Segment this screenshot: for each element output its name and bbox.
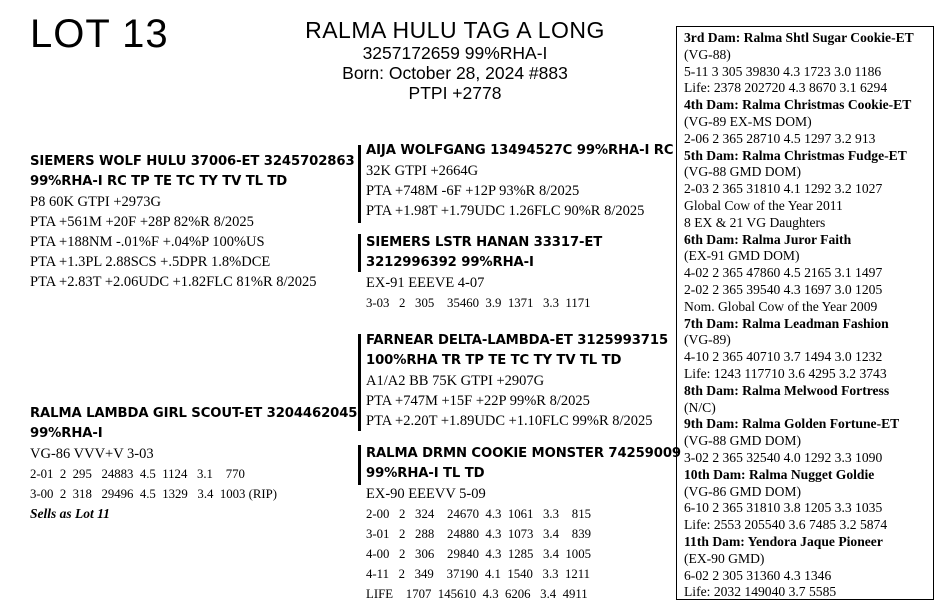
dam-record: 3-00 2 318 29496 4.5 1329 3.4 1003 (RIP) [30, 487, 278, 501]
sires-dam-classification: EX-91 EEEVE 4-07 [366, 275, 485, 291]
sire-line: PTA +188NM -.01%F +.04%P 100%US [30, 234, 265, 250]
dam-5th-line: 2-03 2 365 31810 4.1 1292 3.2 1027 [684, 181, 883, 197]
dams-sire-line: PTA +2.20T +1.89UDC +1.10FLC 99%R 8/2025 [366, 413, 653, 429]
dam-4th-line: 2-06 2 365 28710 4.5 1297 3.2 913 [684, 130, 876, 146]
sire-line: PTA +2.83T +2.06UDC +1.82FLC 81%R 8/2025 [30, 274, 317, 290]
animal-name: RALMA HULU TAG A LONG [305, 17, 605, 43]
dam-11th-line: (EX-90 GMD) [684, 550, 765, 566]
dam-6th-line: 4-02 2 365 47860 4.5 2165 3.1 1497 [684, 265, 883, 281]
dam-9th-line: 3-02 2 365 32540 4.0 1292 3.3 1090 [684, 449, 883, 465]
sire-block [30, 152, 355, 292]
dam-7th-head: 7th Dam: Ralma Leadman Fashion [684, 315, 889, 331]
dam-5th-line: 8 EX & 21 VG Daughters [684, 214, 826, 230]
dam-6th-line: Nom. Global Cow of the Year 2009 [684, 298, 878, 314]
dam-5th-line: (VG-88 GMD DOM) [684, 164, 802, 180]
sires-sire-line: PTA +1.98T +1.79UDC 1.26FLC 90%R 8/2025 [366, 203, 645, 219]
dam-classification: VG-86 VVV+V 3-03 [30, 446, 154, 462]
dam-10th-line: 6-10 2 365 31810 3.8 1205 3.3 1035 [684, 500, 883, 516]
dam-11th-head: 11th Dam: Yendora Jaque Pioneer [684, 533, 883, 549]
dam-8th-head: 8th Dam: Ralma Melwood Fortress [684, 382, 890, 398]
dam-10th-line: Life: 2553 205540 3.6 7485 3.2 5874 [684, 517, 888, 533]
sires-sire-line: PTA +748M -6F +12P 93%R 8/2025 [366, 183, 580, 199]
dam-5th-head: 5th Dam: Ralma Christmas Fudge-ET [684, 147, 907, 163]
dam-name: RALMA LAMBDA GIRL SCOUT-ET 3204462045 [30, 406, 358, 421]
dams-dam-record: 4-11 2 349 37190 4.1 1540 3.3 1211 [366, 567, 591, 581]
dam-3rd-line: (VG-88) [684, 46, 731, 62]
dams-sire-line: A1/A2 BB 75K GTPI +2907G [366, 373, 545, 389]
sires-dam-registration: 3212996392 99%RHA-I [366, 255, 534, 270]
dams-dam-record: LIFE 1707 145610 4.3 6206 3.4 4911 [366, 587, 588, 601]
dams-sire-block [366, 331, 668, 431]
dam-11th-line: Life: 2032 149040 3.7 5585 [684, 584, 837, 600]
dam-registration: 99%RHA-I [30, 426, 103, 441]
pedigree-bar-sire-sire [358, 145, 361, 223]
dam-9th-line: (VG-88 GMD DOM) [684, 433, 802, 449]
sires-sire-block [366, 141, 673, 221]
pedigree-bar-sire-dam [358, 234, 361, 272]
animal-birth-date: Born: October 28, 2024 #883 [342, 63, 568, 83]
dams-sire-registration: 100%RHA TR TP TE TC TY TV TL TD [366, 353, 622, 368]
sires-sire-line: 32K GTPI +2664G [366, 163, 479, 179]
dams-dam-record: 3-01 2 288 24880 4.3 1073 3.4 839 [366, 527, 592, 541]
sires-sire-name: AIJA WOLFGANG 13494527C 99%RHA-I RC [366, 143, 674, 158]
dam-7th-line: 4-10 2 365 40710 3.7 1494 3.0 1232 [684, 349, 883, 365]
dam-6th-line: (EX-91 GMD DOM) [684, 248, 800, 264]
dam-sells-note: Sells as Lot 11 [30, 506, 110, 521]
dams-dam-classification: EX-90 EEEVV 5-09 [366, 486, 486, 502]
dam-11th-line: 6-02 2 305 31360 4.3 1346 [684, 567, 832, 583]
dams-dam-record: 4-00 2 306 29840 4.3 1285 3.4 1005 [366, 547, 592, 561]
dam-4th-line: (VG-89 EX-MS DOM) [684, 113, 812, 129]
pedigree-bar-dam-sire [358, 334, 361, 431]
sire-name: SIEMERS WOLF HULU 37006-ET 3245702863 [30, 154, 355, 169]
sire-line: P8 60K GTPI +2973G [30, 194, 162, 210]
dam-lineage-box [676, 26, 934, 600]
dam-7th-line: Life: 1243 117710 3.6 4295 3.2 3743 [684, 365, 887, 381]
sire-line: PTA +561M +20F +28P 82%R 8/2025 [30, 214, 254, 230]
dams-sire-name: FARNEAR DELTA-LAMBDA-ET 3125993715 [366, 333, 669, 348]
sires-dam-record: 3-03 2 305 35460 3.9 1371 3.3 1171 [366, 296, 591, 310]
dam-10th-line: (VG-86 GMD DOM) [684, 483, 802, 499]
sires-dam-name: SIEMERS LSTR HANAN 33317-ET [366, 235, 603, 250]
dam-10th-head: 10th Dam: Ralma Nugget Goldie [684, 466, 875, 482]
dam-block [30, 404, 357, 524]
sire-registration: 99%RHA-I RC TP TE TC TY TV TL TD [30, 174, 288, 189]
dams-dam-registration: 99%RHA-I TL TD [366, 466, 485, 481]
dam-3rd-line: 5-11 3 305 39830 4.3 1723 3.0 1186 [684, 63, 882, 79]
dam-9th-head: 9th Dam: Ralma Golden Fortune-ET [684, 416, 900, 432]
animal-registration: 3257172659 99%RHA-I [362, 43, 548, 63]
dam-3rd-line: Life: 2378 202720 4.3 8670 3.1 6294 [684, 80, 888, 96]
dams-dam-record: 2-00 2 324 24670 4.3 1061 3.3 815 [366, 507, 592, 521]
dam-6th-head: 6th Dam: Ralma Juror Faith [684, 231, 852, 247]
sires-dam-block [366, 233, 602, 313]
pedigree-bar-dam-dam [358, 445, 361, 485]
animal-header [280, 17, 630, 103]
dam-5th-line: Global Cow of the Year 2011 [684, 197, 843, 213]
sire-line: PTA +1.3PL 2.88SCS +.5DPR 1.8%DCE [30, 254, 271, 270]
dam-6th-line: 2-02 2 365 39540 4.3 1697 3.0 1205 [684, 281, 883, 297]
dam-8th-line: (N/C) [684, 399, 716, 415]
lot-number: LOT 13 [30, 12, 169, 56]
dams-sire-line: PTA +747M +15F +22P 99%R 8/2025 [366, 393, 590, 409]
dam-record: 2-01 2 295 24883 4.5 1124 3.1 770 [30, 467, 245, 481]
dam-7th-line: (VG-89) [684, 332, 731, 348]
animal-ptpi: PTPI +2778 [408, 83, 502, 103]
dams-dam-name: RALMA DRMN COOKIE MONSTER 74259009 [366, 446, 681, 461]
dam-4th-head: 4th Dam: Ralma Christmas Cookie-ET [684, 97, 912, 113]
dam-3rd-head: 3rd Dam: Ralma Shtl Sugar Cookie-ET [684, 30, 914, 45]
dams-dam-block [366, 444, 681, 604]
